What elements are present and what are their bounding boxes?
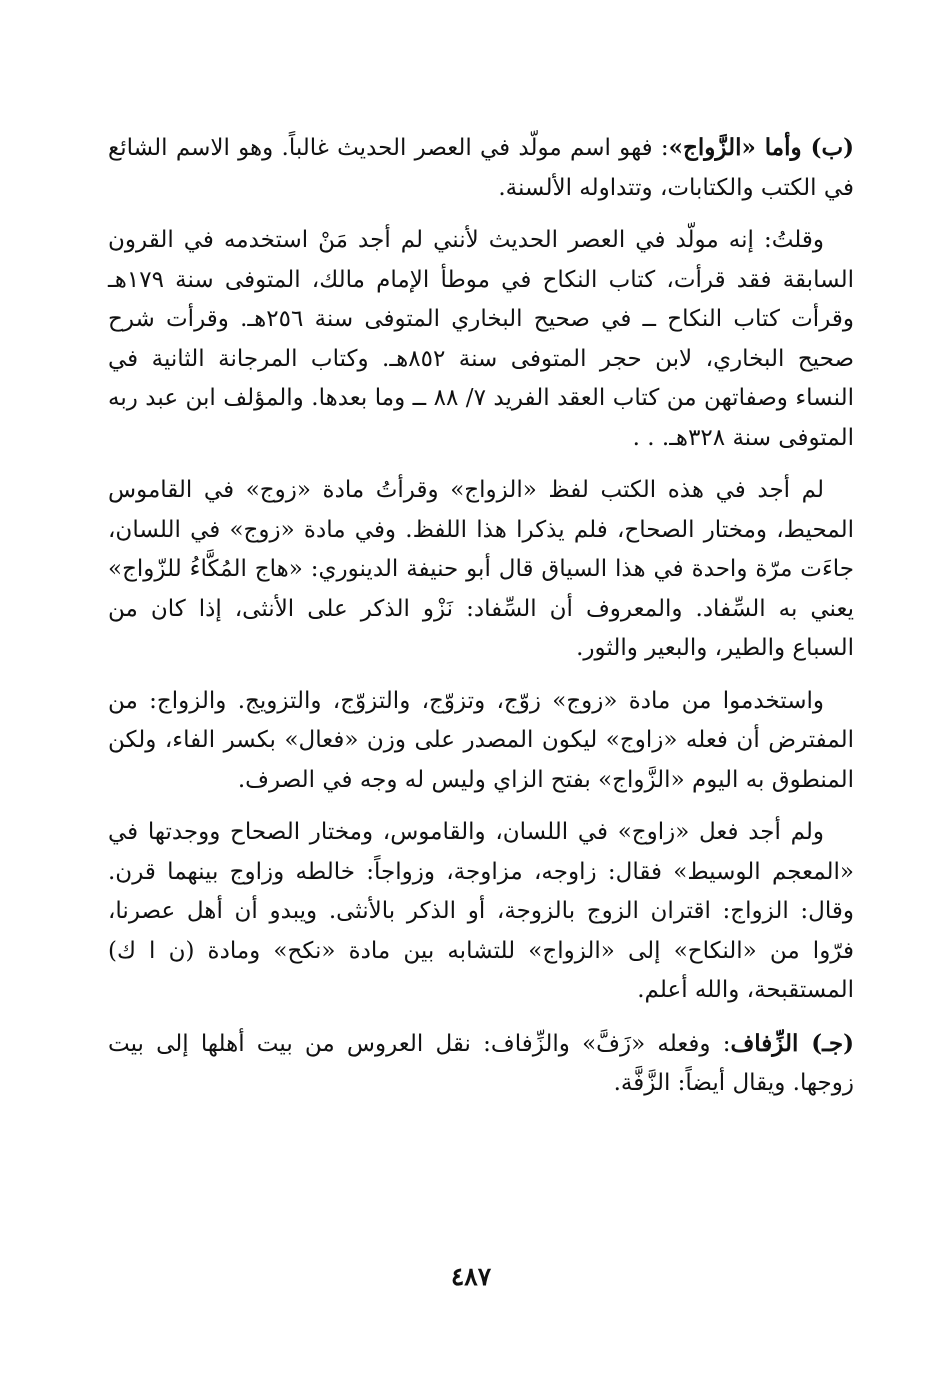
paragraph-dictionaries [108, 471, 854, 669]
page-number: ٤٨٧ [450, 1262, 492, 1291]
paragraph-sources [108, 221, 854, 458]
term-heading: (ب) وأما «الزَّواج» [668, 134, 854, 161]
paragraph-text: ولم أجد فعل «زاوج» في اللسان، والقاموس، ومختار الصحاح ووجدتها في «المعجم الوسيط» فقال: زاوجه، مزاوجة، وزواجاً: خالطه وزاوج بينهما قرن. وقال: الزواج: اقتران الزوج بالزوجة، أو الذكر بالأنثى. ويبدو أن أهل عصرنا، فرّوا من «النكاح» إلى «الزواج» للتشابه بين مادة «نكح» ومادة (ن ا ك) المستقبحة، والله أعلم. [108, 819, 854, 1003]
paragraph-zifaf-definition [108, 1024, 854, 1104]
paragraph-text: : وفعله «زَفَّ» والزِّفاف: نقل العروس من بيت أهلها إلى بيت زوجها. ويقال أيضاً: الزَّفَّة. [108, 1030, 854, 1096]
paragraph-text: واستخدموا من مادة «زوج» زوّج، وتزوّج، والتزوّج، والتزويج. والزواج: من المفترض أن فعله «زاوج» ليكون المصدر على وزن «فعال» بكسر الفاء، ولكن المنطوق به اليوم «الزَّواج» بفتح الزاي وليس له وجه في الصرف. [108, 687, 854, 793]
paragraph-zawaj-definition [108, 128, 854, 208]
paragraph-morphology [108, 682, 854, 801]
paragraph-text: : فهو اسم مولّد في العصر الحديث غالباً. وهو الاسم الشائع في الكتب والكتابات، وتتداوله الألسنة. [108, 135, 854, 201]
paragraph-text: لم أجد في هذه الكتب لفظ «الزواج» وقرأتُ مادة «زوج» في القاموس المحيط، ومختار الصحاح، فلم يذكرا هذا اللفظ. وفي مادة «زوج» في اللسان، جاءَت مرّة واحدة في هذا السياق قال أبو حنيفة الدينوري: «هاج المُكَّاءُ للزّواج» يعني به السِّفاد. والمعروف أن السِّفاد: نَزْو الذكر على الأنثى، إذا كان من السباع والطير، والبعير والثور. [108, 477, 854, 661]
term-heading: (جـ) الزِّفاف [730, 1029, 854, 1057]
paragraph-waseet [108, 813, 854, 1011]
body-text [108, 128, 854, 1117]
paragraph-text: وقلتُ: إنه مولّد في العصر الحديث لأنني لم أجد مَنْ استخدمه في القرون السابقة فقد قرأت، كتاب النكاح في موطأ الإمام مالك، المتوفى سنة ١٧٩هـ وقرأت كتاب النكاح ــ في صحيح البخاري المتوفى سنة ٢٥٦هـ. وقرأت شرح صحيح البخاري، لابن حجر المتوفى سنة ٨٥٢هـ. وكتاب المرجانة الثانية في النساء وصفاتهن من كتاب العقد الفريد ٧/ ٨٨ ــ وما بعدها. والمؤلف ابن عبد ربه المتوفى سنة ٣٢٨هـ. . . [108, 227, 854, 451]
